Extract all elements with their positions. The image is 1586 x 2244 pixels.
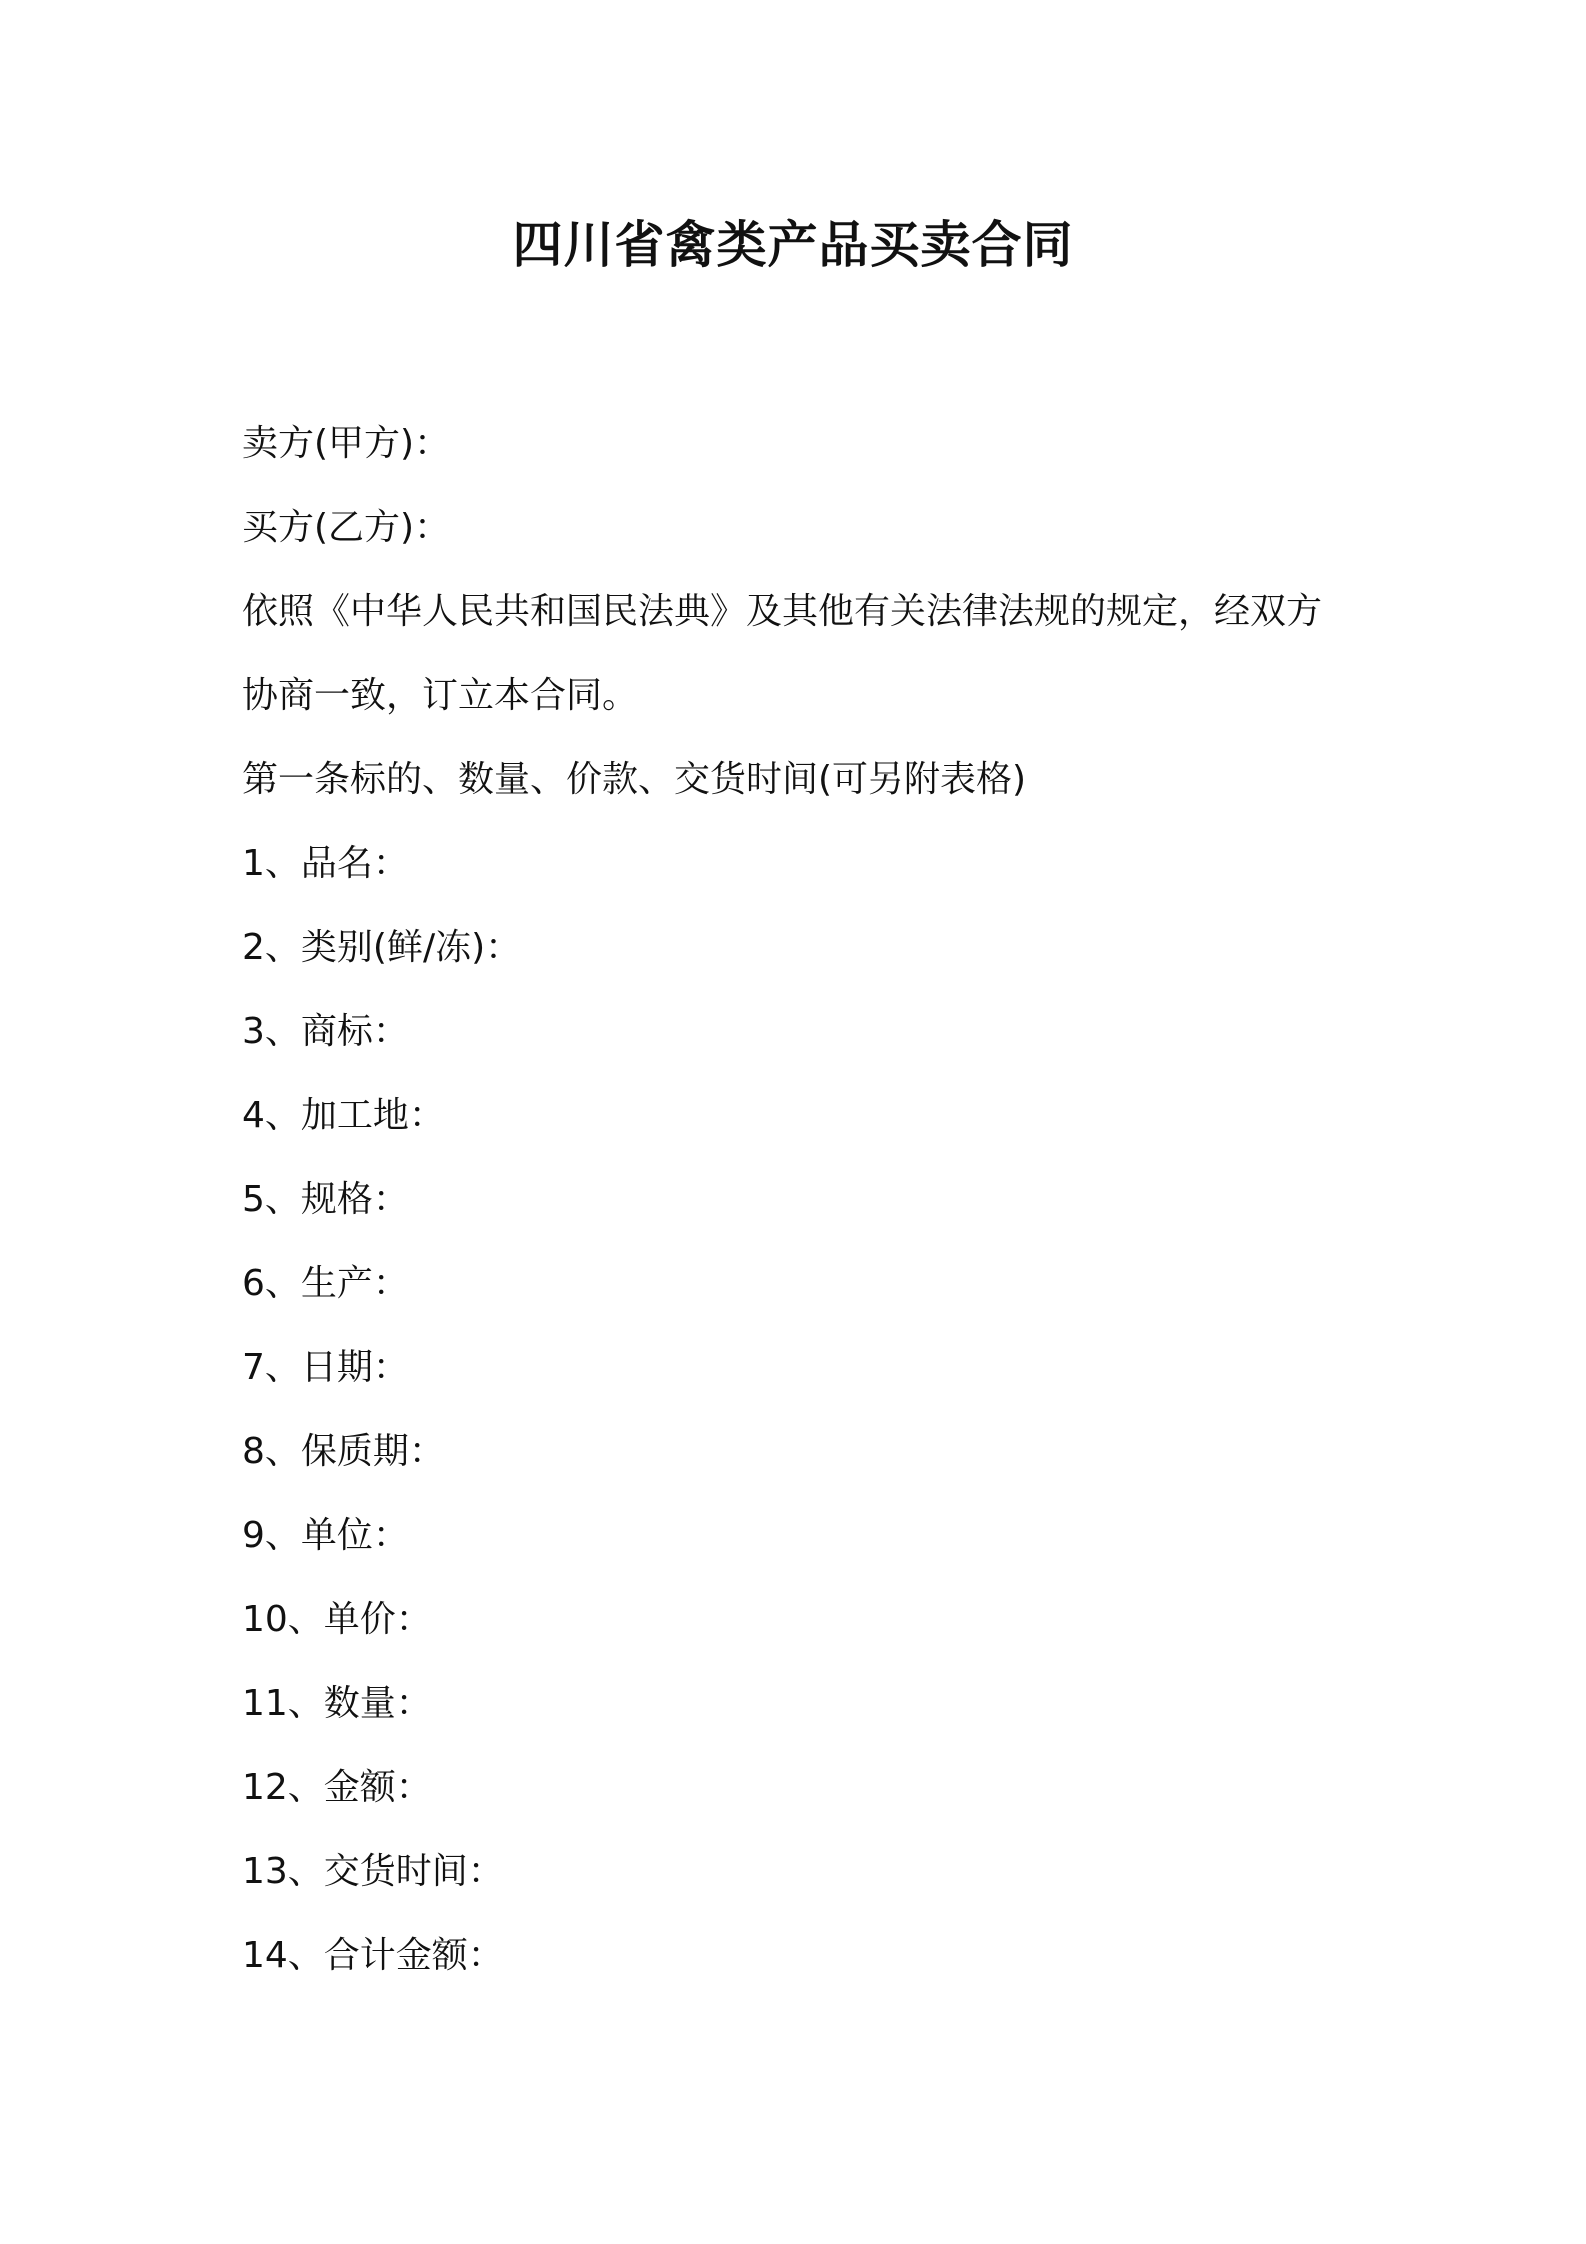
list-item-production: 6、生产： — [242, 1263, 409, 1304]
preamble-line: 依照《中华人民共和国民法典》及其他有关法律法规的规定，经双方 — [242, 591, 1323, 632]
list-item-unit-price: 10、单价： — [242, 1599, 432, 1640]
document-body — [242, 402, 1362, 1998]
list-item-delivery-time: 13、交货时间： — [242, 1851, 504, 1892]
article-heading: 第一条标的、数量、价款、交货时间(可另附表格) — [242, 759, 1027, 800]
seller-line: 卖方(甲方)： — [242, 423, 451, 464]
list-item-amount: 12、金额： — [242, 1767, 432, 1808]
list-item-quantity: 11、数量： — [242, 1683, 432, 1724]
list-item-category: 2、类别(鲜/冻)： — [242, 927, 522, 968]
document-title: 四川省禽类产品买卖合同 — [512, 216, 1074, 274]
list-item-shelf-life: 8、保质期： — [242, 1431, 445, 1472]
list-item-processing-place: 4、加工地： — [242, 1095, 445, 1136]
buyer-line: 买方(乙方)： — [242, 507, 451, 548]
list-item-product-name: 1、品名： — [242, 843, 409, 884]
list-item-unit: 9、单位： — [242, 1515, 409, 1556]
list-item-specification: 5、规格： — [242, 1179, 409, 1220]
preamble-line: 协商一致，订立本合同。 — [242, 675, 639, 716]
list-item-trademark: 3、商标： — [242, 1011, 409, 1052]
list-item-date: 7、日期： — [242, 1347, 409, 1388]
list-item-total-amount: 14、合计金额： — [242, 1935, 504, 1976]
